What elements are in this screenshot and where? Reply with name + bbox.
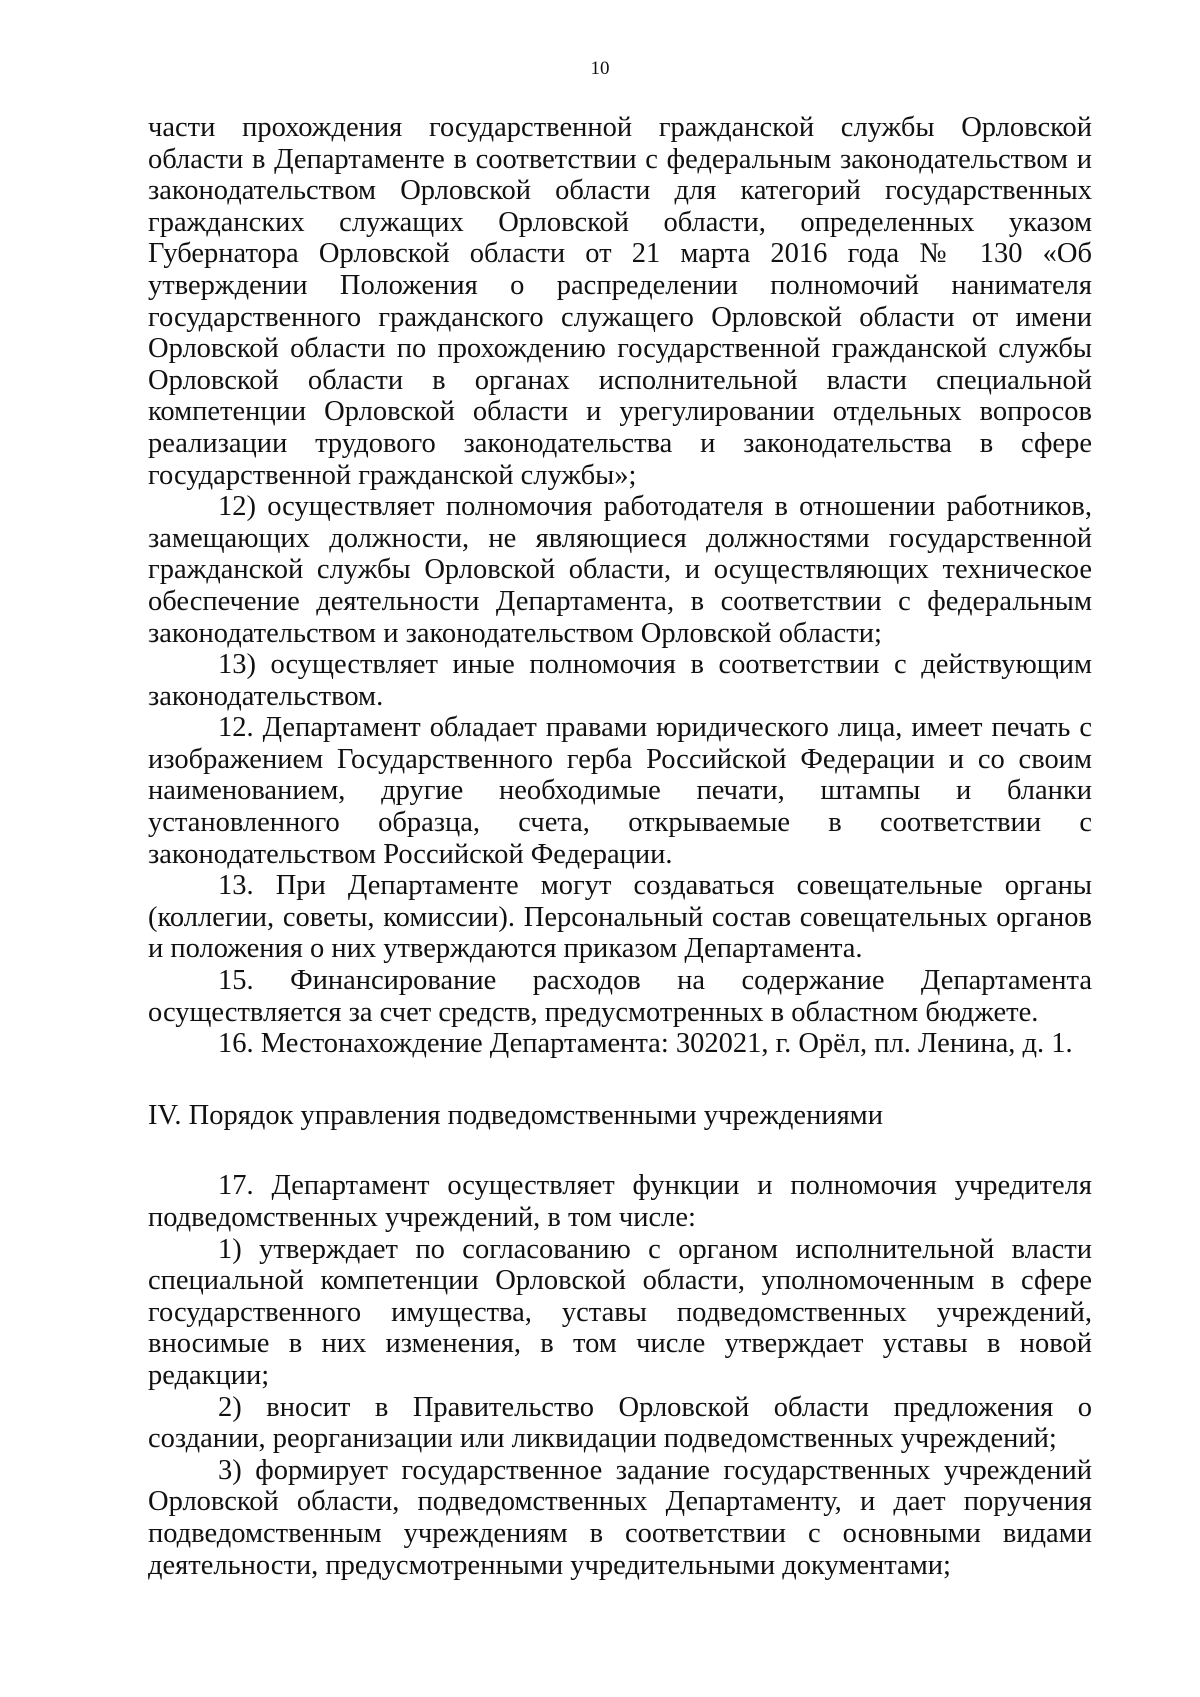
paragraph-clause-17-founder: 17. Департамент осуществляет функции и полномочия учредителя подведомственных учреждений, в том числе: (148, 1170, 1092, 1233)
paragraph-clause-13-advisory-bodies: 13. При Департаменте могут создаваться совещательные органы (коллегии, советы, комиссии). Персональный состав совещательных органов и положения о них утверждаются приказом Департамента. (148, 870, 1092, 965)
document-body (148, 112, 1092, 1581)
paragraph-item-3-state-assignment: 3) формирует государственное задание государственных учреждений Орловской области, подведомственных Департаменту, и дает поручения подведомственным учреждениям в соответствии с основными видами деятельности, предусмотренными учредительными документами; (148, 1454, 1092, 1581)
paragraph-clause-16-location: 16. Местонахождение Департамента: 302021, г. Орёл, пл. Ленина, д. 1. (218, 1028, 1073, 1060)
paragraph-item-1-charters: 1) утверждает по согласованию с органом исполнительной власти специальной компетенции Орловской области, уполномоченным в сфере государственного имущества, уставы подведомственных учреждений, вносимые в них изменения, в том числе утверждает уставы в новой редакции; (148, 1233, 1092, 1391)
paragraph-item-12-employer: 12) осуществляет полномочия работодателя в отношении работников, замещающих должности, не являющиеся должностями государственной гражданской службы Орловской области, и осуществляющих техническое обеспечение деятельности Департамента, в соответствии с федеральным законодательством и законодательством Орловской области; (148, 491, 1092, 649)
paragraph-continuation: части прохождения государственной гражданской службы Орловской области в Департаменте в соответствии с федеральным законодательством и законодательством Орловской области для категорий государственных гражданских служащих Орловской области, определенных указом Губернатора Орловской области от 21 марта 2016 года № 130 «Об утверждении Положения о распределении полномочий нанимателя государственного гражданского служащего Орловской области от имени Орловской области по прохождению государственной гражданской службы Орловской области в органах исполнительной власти специальной компетенции Орловской области и урегулировании отдельных вопросов реализации трудового законодательства и законодательства в сфере государственной гражданской службы»; (148, 112, 1092, 491)
section-heading: IV. Порядок управления подведомственными учреждениями (148, 1099, 883, 1131)
paragraph-clause-12-legal-entity: 12. Департамент обладает правами юридического лица, имеет печать с изображением Государственного герба Российской Федерации и со своим наименованием, другие необходимые печати, штампы и бланки установленного образца, счета, открываемые в соответствии с законодательством Российской Федерации. (148, 712, 1092, 870)
paragraph-clause-15-financing: 15. Финансирование расходов на содержание Департамента осуществляется за счет средств, предусмотренных в областном бюджете. (148, 965, 1092, 1028)
paragraph-item-13-other-powers: 13) осуществляет иные полномочия в соответствии с действующим законодательством. (148, 649, 1092, 712)
paragraph-item-2-proposals: 2) вносит в Правительство Орловской области предложения о создании, реорганизации или ликвидации подведомственных учреждений; (148, 1391, 1092, 1455)
page-number: 10 (590, 58, 610, 79)
